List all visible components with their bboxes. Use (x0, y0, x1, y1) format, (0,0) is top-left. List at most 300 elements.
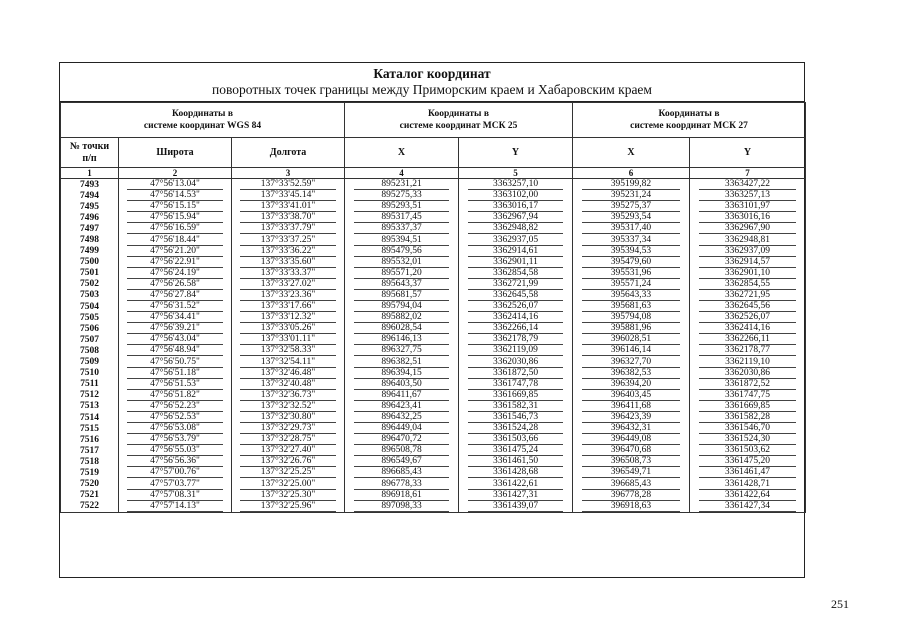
coordinate-value: 3361669,85 (699, 401, 797, 412)
coordinates-table (60, 102, 806, 513)
column-number: 4 (345, 168, 459, 179)
point-number-cell: 7521 (61, 490, 119, 501)
table-row (61, 357, 806, 368)
coordinate-value: 3363257,13 (699, 190, 797, 201)
coordinate-value: 396394,20 (582, 379, 681, 390)
point-number-cell: 7494 (61, 190, 119, 201)
coordinate-value: 3361428,71 (699, 479, 797, 490)
coordinate-cell (690, 301, 806, 312)
coordinate-value: 3363257,10 (468, 179, 564, 190)
coordinate-cell (573, 334, 690, 345)
point-number-cell: 7509 (61, 357, 119, 368)
coordinate-value: 3361503,62 (699, 445, 797, 456)
point-number-cell: 7510 (61, 368, 119, 379)
point-number-cell: 7493 (61, 179, 119, 191)
coordinate-value: 47°56'34.41" (127, 312, 222, 323)
coordinate-value: 47°56'16.59" (127, 223, 222, 234)
coordinate-cell (459, 290, 573, 301)
coordinate-cell (119, 268, 232, 279)
coordinate-cell (690, 334, 806, 345)
coordinate-value: 396327,70 (582, 357, 681, 368)
coordinate-cell (232, 301, 345, 312)
coordinate-value: 3362854,55 (699, 279, 797, 290)
table-row (61, 479, 806, 490)
coordinate-cell (119, 201, 232, 212)
coordinate-cell (345, 490, 459, 501)
coordinate-cell (232, 223, 345, 234)
coordinate-value: 137°32'25.30" (240, 490, 335, 501)
coordinate-cell (232, 334, 345, 345)
coordinate-value: 3362967,94 (468, 212, 564, 223)
point-number-cell: 7516 (61, 434, 119, 445)
point-number-cell: 7515 (61, 423, 119, 434)
coordinate-value: 3362914,61 (468, 246, 564, 257)
coordinate-cell (573, 390, 690, 401)
coordinate-cell (345, 423, 459, 434)
coordinate-value: 3362119,09 (468, 345, 564, 356)
coordinate-value: 137°32'32.52" (240, 401, 335, 412)
coordinate-cell (119, 290, 232, 301)
coordinate-cell (690, 501, 806, 513)
coordinate-value: 47°56'51.82" (127, 390, 222, 401)
point-number-cell: 7507 (61, 334, 119, 345)
coordinate-cell (345, 312, 459, 323)
coordinate-value: 896470,72 (354, 434, 450, 445)
coordinate-value: 137°32'36.73" (240, 390, 335, 401)
coordinate-cell (232, 379, 345, 390)
coordinate-value: 395199,82 (582, 179, 681, 190)
coordinate-value: 137°32'25.96" (240, 501, 335, 512)
coordinate-value: 396403,45 (582, 390, 681, 401)
coordinate-value: 396423,39 (582, 412, 681, 423)
coordinate-value: 3361475,24 (468, 445, 564, 456)
coordinate-cell (690, 312, 806, 323)
coordinate-value: 895532,01 (354, 257, 450, 268)
coordinate-value: 896449,04 (354, 423, 450, 434)
coordinate-value: 47°56'50.75" (127, 357, 222, 368)
coordinate-value: 137°33'36.22" (240, 246, 335, 257)
coordinate-cell (345, 357, 459, 368)
coordinate-value: 896382,51 (354, 357, 450, 368)
coordinate-value: 3362414,16 (699, 323, 797, 334)
coordinate-value: 47°57'03.77" (127, 479, 222, 490)
coordinate-cell (345, 212, 459, 223)
coordinate-cell (690, 246, 806, 257)
coordinate-cell (232, 279, 345, 290)
coordinate-value: 396028,51 (582, 334, 681, 345)
point-number-cell: 7495 (61, 201, 119, 212)
coordinate-value: 137°32'25.00" (240, 479, 335, 490)
coordinate-cell (459, 268, 573, 279)
coordinate-cell (690, 490, 806, 501)
coordinate-cell (119, 490, 232, 501)
coordinate-value: 47°56'14.53" (127, 190, 222, 201)
column-number: 5 (459, 168, 573, 179)
coordinate-cell (690, 456, 806, 467)
coordinate-cell (573, 490, 690, 501)
coordinate-cell (459, 445, 573, 456)
coordinate-cell (690, 268, 806, 279)
coordinate-cell (459, 434, 573, 445)
coordinate-value: 396470,68 (582, 445, 681, 456)
coordinate-value: 895571,20 (354, 268, 450, 279)
coordinate-cell (459, 467, 573, 478)
coordinate-cell (232, 401, 345, 412)
coordinate-value: 396549,71 (582, 467, 681, 478)
coordinate-cell (345, 190, 459, 201)
coordinate-value: 47°56'24.19" (127, 268, 222, 279)
coordinate-value: 3362645,56 (699, 301, 797, 312)
coordinate-value: 3362645,58 (468, 290, 564, 301)
coordinate-value: 895293,51 (354, 201, 450, 212)
coordinate-value: 137°32'25.25" (240, 467, 335, 478)
point-number-cell: 7517 (61, 445, 119, 456)
point-number-cell: 7498 (61, 234, 119, 245)
coordinate-cell (232, 234, 345, 245)
coordinate-cell (459, 479, 573, 490)
coordinate-cell (690, 412, 806, 423)
coordinate-value: 3361546,73 (468, 412, 564, 423)
coordinate-cell (690, 401, 806, 412)
coordinate-value: 3361524,28 (468, 423, 564, 434)
coordinate-value: 3361582,31 (468, 401, 564, 412)
coordinate-value: 896778,33 (354, 479, 450, 490)
table-row (61, 434, 806, 445)
coordinate-value: 896403,50 (354, 379, 450, 390)
point-number-cell: 7522 (61, 501, 119, 513)
coordinate-value: 3362948,82 (468, 223, 564, 234)
coordinate-value: 137°33'38.70" (240, 212, 335, 223)
coordinate-value: 47°56'18.44" (127, 235, 222, 246)
coordinate-cell (573, 201, 690, 212)
coordinate-value: 895643,37 (354, 279, 450, 290)
table-row (61, 312, 806, 323)
coordinate-value: 137°33'05.26" (240, 323, 335, 334)
coordinate-cell (573, 467, 690, 478)
coordinate-cell (232, 357, 345, 368)
coordinate-value: 395681,63 (582, 301, 681, 312)
coordinate-value: 3362967,90 (699, 223, 797, 234)
coordinate-cell (119, 312, 232, 323)
table-row (61, 467, 806, 478)
coordinate-value: 395794,08 (582, 312, 681, 323)
catalog-subtitle: поворотных точек границы между Приморским краем и Хабаровским краем (212, 82, 652, 97)
point-number-cell: 7503 (61, 290, 119, 301)
coordinate-value: 47°56'52.23" (127, 401, 222, 412)
coordinate-catalog (59, 62, 805, 578)
coordinate-cell (573, 479, 690, 490)
coordinate-cell (573, 456, 690, 467)
coordinate-cell (573, 423, 690, 434)
table-row (61, 323, 806, 334)
coordinate-cell (690, 357, 806, 368)
coordinate-value: 3363102,00 (468, 190, 564, 201)
coordinate-cell (232, 246, 345, 257)
coordinate-cell (690, 234, 806, 245)
table-row (61, 379, 806, 390)
column-number: 1 (61, 168, 119, 179)
coordinate-value: 3362721,99 (468, 279, 564, 290)
coordinate-value: 3361872,52 (699, 379, 797, 390)
coordinate-value: 47°56'51.53" (127, 379, 222, 390)
coordinate-value: 3363101,97 (699, 201, 797, 212)
coordinate-cell (119, 301, 232, 312)
coordinate-value: 896508,78 (354, 445, 450, 456)
coordinate-value: 396382,53 (582, 368, 681, 379)
coordinate-cell (119, 323, 232, 334)
coordinate-cell (119, 423, 232, 434)
coordinate-cell (690, 290, 806, 301)
coordinate-value: 395643,33 (582, 290, 681, 301)
coordinate-value: 137°33'33.37" (240, 268, 335, 279)
table-row (61, 268, 806, 279)
coordinate-cell (345, 401, 459, 412)
coordinate-cell (459, 401, 573, 412)
coordinate-value: 3363016,17 (468, 201, 564, 212)
coordinate-value: 395479,60 (582, 257, 681, 268)
coordinate-value: 395231,24 (582, 190, 681, 201)
group-header-wgs84-text: Координаты в системе координат WGS 84 (143, 109, 262, 131)
coordinate-value: 3361439,07 (468, 501, 564, 512)
coordinate-value: 3361422,64 (699, 490, 797, 501)
coordinate-value: 3362937,09 (699, 246, 797, 257)
coordinate-value: 896411,67 (354, 390, 450, 401)
coordinate-value: 3361422,61 (468, 479, 564, 490)
coordinate-value: 396508,73 (582, 456, 681, 467)
coordinate-value: 3363427,22 (699, 179, 797, 190)
coordinate-value: 137°33'37.25" (240, 235, 335, 246)
coordinate-value: 137°33'12.32" (240, 312, 335, 323)
table-row (61, 345, 806, 356)
table-row (61, 334, 806, 345)
point-number-cell: 7512 (61, 390, 119, 401)
table-row (61, 445, 806, 456)
coordinate-value: 137°32'26.76" (240, 456, 335, 467)
coordinate-cell (573, 212, 690, 223)
coordinate-value: 895479,56 (354, 246, 450, 257)
coordinate-cell (690, 345, 806, 356)
coordinate-cell (573, 345, 690, 356)
coordinate-cell (232, 479, 345, 490)
point-number-cell: 7499 (61, 246, 119, 257)
coordinate-cell (119, 412, 232, 423)
coordinate-cell (345, 301, 459, 312)
coordinate-cell (232, 345, 345, 356)
coordinate-cell (459, 246, 573, 257)
point-number-cell: 7505 (61, 312, 119, 323)
coordinate-cell (573, 290, 690, 301)
coordinate-value: 47°56'21.20" (127, 246, 222, 257)
coordinate-value: 396449,08 (582, 434, 681, 445)
coordinate-cell (232, 323, 345, 334)
coordinate-cell (459, 190, 573, 201)
coordinate-cell (345, 179, 459, 191)
coordinate-cell (232, 268, 345, 279)
coordinate-value: 137°33'37.79" (240, 223, 335, 234)
coordinate-value: 895882,02 (354, 312, 450, 323)
coordinate-value: 137°33'35.60" (240, 257, 335, 268)
group-header-msk25 (345, 103, 573, 138)
coordinate-cell (345, 445, 459, 456)
coordinate-value: 3362854,58 (468, 268, 564, 279)
coordinate-cell (690, 479, 806, 490)
column-header: Y (690, 138, 806, 168)
table-row (61, 368, 806, 379)
coordinate-value: 3361669,85 (468, 390, 564, 401)
table-row (61, 301, 806, 312)
coordinate-value: 47°56'39.21" (127, 323, 222, 334)
column-header: № точки п/п (61, 138, 119, 168)
point-number-cell: 7500 (61, 257, 119, 268)
coordinate-cell (573, 401, 690, 412)
coordinate-value: 895681,57 (354, 290, 450, 301)
coordinate-value: 396411,68 (582, 401, 681, 412)
point-number-cell: 7518 (61, 456, 119, 467)
coordinate-cell (232, 456, 345, 467)
coordinate-value: 3361427,34 (699, 501, 797, 512)
coordinate-cell (232, 390, 345, 401)
coordinate-value: 895317,45 (354, 212, 450, 223)
coordinate-cell (232, 434, 345, 445)
coordinate-cell (119, 379, 232, 390)
column-header: Широта (119, 138, 232, 168)
coordinate-cell (573, 268, 690, 279)
coordinate-value: 395394,53 (582, 246, 681, 257)
coordinate-cell (119, 223, 232, 234)
coordinate-cell (690, 323, 806, 334)
coordinate-cell (232, 201, 345, 212)
coordinate-cell (459, 257, 573, 268)
coordinate-cell (119, 401, 232, 412)
coordinate-cell (690, 423, 806, 434)
coordinate-value: 895275,33 (354, 190, 450, 201)
coordinate-value: 3362030,86 (699, 368, 797, 379)
coordinate-value: 47°56'53.08" (127, 423, 222, 434)
coordinate-cell (573, 257, 690, 268)
coordinate-value: 3362901,10 (699, 268, 797, 279)
coordinate-cell (690, 379, 806, 390)
coordinate-value: 395275,37 (582, 201, 681, 212)
point-number-cell: 7520 (61, 479, 119, 490)
coordinate-cell (459, 456, 573, 467)
coordinate-value: 3362266,11 (699, 334, 797, 345)
coordinate-cell (232, 212, 345, 223)
page-number: 251 (831, 597, 849, 611)
coordinate-cell (573, 279, 690, 290)
coordinate-cell (232, 179, 345, 191)
coordinate-cell (690, 257, 806, 268)
coordinate-value: 3361546,70 (699, 423, 797, 434)
coordinate-value: 3362948,81 (699, 235, 797, 246)
coordinate-cell (690, 212, 806, 223)
table-row (61, 423, 806, 434)
coordinate-value: 3362030,86 (468, 357, 564, 368)
coordinate-value: 3362526,07 (468, 301, 564, 312)
coordinate-value: 3361747,78 (468, 379, 564, 390)
coordinate-cell (345, 234, 459, 245)
coordinate-value: 47°56'15.94" (127, 212, 222, 223)
coordinate-cell (345, 434, 459, 445)
coordinate-cell (459, 234, 573, 245)
coordinate-cell (345, 379, 459, 390)
coordinate-cell (345, 201, 459, 212)
coordinate-cell (119, 456, 232, 467)
coordinate-cell (459, 179, 573, 191)
coordinate-value: 3361475,20 (699, 456, 797, 467)
coordinate-value: 895794,04 (354, 301, 450, 312)
coordinate-cell (119, 479, 232, 490)
table-row (61, 212, 806, 223)
point-number-cell: 7497 (61, 223, 119, 234)
coordinate-value: 137°32'28.75" (240, 434, 335, 445)
coordinate-value: 395881,96 (582, 323, 681, 334)
point-number-cell: 7513 (61, 401, 119, 412)
coordinate-value: 895231,21 (354, 179, 450, 190)
coordinate-value: 896327,75 (354, 345, 450, 356)
coordinate-cell (573, 501, 690, 513)
coordinate-cell (573, 312, 690, 323)
coordinate-cell (345, 467, 459, 478)
coordinate-cell (232, 368, 345, 379)
coordinate-cell (459, 312, 573, 323)
column-header: X (573, 138, 690, 168)
coordinate-cell (232, 467, 345, 478)
coordinate-value: 47°57'00.76" (127, 467, 222, 478)
coordinate-value: 137°33'52.59" (240, 179, 335, 190)
group-header-msk25-text: Координаты в системе координат МСК 25 (399, 109, 518, 131)
coordinate-cell (345, 368, 459, 379)
group-header-msk27-text: Координаты в системе координат МСК 27 (630, 109, 748, 131)
coordinate-cell (119, 357, 232, 368)
catalog-title: Каталог координат (373, 66, 491, 81)
column-header: Y (459, 138, 573, 168)
coordinate-cell (459, 357, 573, 368)
coordinate-cell (119, 179, 232, 191)
coordinate-cell (119, 501, 232, 513)
coordinate-cell (345, 257, 459, 268)
coordinate-value: 47°56'53.79" (127, 434, 222, 445)
coordinate-cell (459, 379, 573, 390)
coordinate-cell (573, 434, 690, 445)
coordinate-cell (459, 334, 573, 345)
point-number-cell: 7519 (61, 467, 119, 478)
table-row (61, 201, 806, 212)
coordinate-value: 137°33'45.14" (240, 190, 335, 201)
column-number: 3 (232, 168, 345, 179)
table-row (61, 234, 806, 245)
coordinate-cell (573, 412, 690, 423)
coordinate-cell (232, 445, 345, 456)
coordinate-cell (119, 345, 232, 356)
coordinate-cell (459, 501, 573, 513)
table-body (61, 179, 806, 513)
coordinate-value: 137°32'58.33" (240, 345, 335, 356)
coordinate-value: 47°56'55.03" (127, 445, 222, 456)
coordinate-value: 395571,24 (582, 279, 681, 290)
table-row (61, 190, 806, 201)
coordinate-value: 897098,33 (354, 501, 450, 512)
point-number-cell: 7511 (61, 379, 119, 390)
table-row (61, 279, 806, 290)
coordinate-value: 47°56'31.52" (127, 301, 222, 312)
coordinate-value: 137°33'17.66" (240, 301, 335, 312)
coordinate-value: 137°33'27.02" (240, 279, 335, 290)
column-number: 7 (690, 168, 806, 179)
column-number: 2 (119, 168, 232, 179)
coordinate-cell (573, 323, 690, 334)
point-number-cell: 7514 (61, 412, 119, 423)
coordinate-value: 3362526,07 (699, 312, 797, 323)
